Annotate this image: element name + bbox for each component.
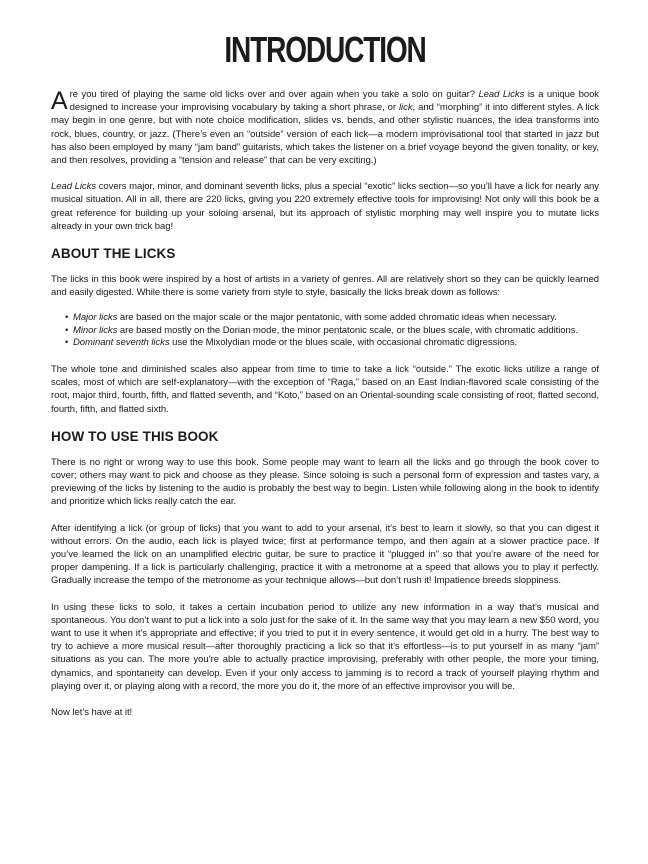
howto-paragraph-3: In using these licks to solo, it takes a certain incubation period to utilize any new information in a way that’s musical and spontaneous. You don’t want to put a lick into a solo just for the sake of it. In the same way that you may learn a new $50 word, you want to use it when it’s appropriate and effective; if you tried to put it in every sentence, it would get old in a hurry. The best way to try to achieve a more musical result—after thoroughly practicing a lick so that it’s effortless—is to put yourself in as many “jam” situations as you can. The more you’re able to actually practice improvising, preferably with other people, the more your timing, dynamics, and spontaneity can develop. Even if your only access to jamming is to record a track of yourself playing rhythm and playing over it, or playing along with a record, the more you do it, the more of an effective improvisor you will be. (51, 601, 599, 692)
page (51, 30, 599, 732)
intro-paragraph-1 (51, 88, 599, 167)
list-item (65, 312, 599, 325)
list-item-text: are based mostly on the Dorian mode, the minor pentatonic scale, or the blues scale, with chromatic additions. (117, 324, 579, 336)
list-item-term: Dominant seventh licks (73, 337, 170, 349)
list-item (65, 337, 599, 350)
section-heading-howto: HOW TO USE THIS BOOK (51, 428, 219, 444)
list-item-text: are based on the major scale or the major pentatonic, with some added chromatic ideas when necessary. (117, 312, 557, 324)
text-run: re you tired of playing the same old licks over and over again when you take a solo on guitar? (69, 89, 479, 100)
drop-cap: A (51, 87, 68, 115)
lick-types-list (51, 312, 599, 350)
intro-paragraph-2 (51, 180, 599, 233)
page-title: INTRODUCTION (224, 29, 426, 70)
text-run: is a unique book designed to increase your improvising vocabulary by taking a short phrase, or (69, 89, 600, 114)
howto-paragraph-2: After identifying a lick (or group of licks) that you want to add to your arsenal, it’s best to learn it slowly, so that you can digest it without errors. On the audio, each lick is played twice; first at performance tempo, and then again at a slower practice pace. If you’ve learned the lick on an unamplified electric guitar, be sure to practice it “plugged in” so that you’re aware of the need for proper dampening. If a lick is particularly challenging, practice it with a metronome at a speed that allows you to play it perfectly. Gradually increase the tempo of the metronome as your technique allows—but don’t rush it! Impatience breeds sloppiness. (51, 522, 599, 587)
about-paragraph-2: The whole tone and diminished scales also appear from time to time to take a lick “outside.” The exotic licks utilize a range of scales, most of which are self-explanatory—with the exception of “Raga,” based on an East Indian-flavored scale consisting of the root, major third, fourth, fifth, and flatted seventh, and “Koto,” based on an Oriental-sounding scale consisting of root, flatted second, fourth, fifth, and flatted sixth. (51, 363, 599, 415)
howto-paragraph-4: Now let’s have at it! (51, 707, 133, 718)
about-paragraph-1: The licks in this book were inspired by a host of artists in a variety of genres. All are relatively short so they can be quickly learned and easily digested. While there is some variety from style to style, basically the licks break down as follows: (51, 274, 599, 299)
text-run: , and “morphing” it into different styles. A lick may begin in one genre, but with note choice modification, slides vs. bends, and other stylistic nuances, the idea transforms into rock, blues, country, or jazz. (There’s even an “outside” version of each lick—a modern improvisational tool that started in jazz but has also been employed by many “jam band” guitarists, which takes the listener on a brief voyage beyond the given tonality, or key, and then resolves, providing a “tension and release” that can be very exciting.) (51, 102, 599, 167)
italic-term: lick (399, 102, 413, 114)
list-item-term: Minor licks (73, 324, 118, 336)
list-item-term: Major licks (73, 312, 118, 324)
text-run: covers major, minor, and dominant seventh licks, plus a special “exotic” licks section—so you’ll have a lick for nearly any musical situation. All in all, there are 220 licks, giving you 220 extremely effective tools for improvising! Not only will this book be a great reference for building up your soloing arsenal, but its approach of stylistic morphing may well inspire you to mutate licks already in your own trick bag! (51, 181, 599, 232)
section-heading-about: ABOUT THE LICKS (51, 246, 176, 262)
list-item (65, 325, 599, 338)
howto-paragraph-1: There is no right or wrong way to use this book. Some people may want to learn all the licks and go through the book cover to cover; others may want to pick and choose as they please. Since soloing is such a personal form of expression and tastes vary, a previewing of the licks by listening to the audio is probably the best way to begin. Listen while following along in the book to identify and prioritize which licks really catch the ear. (51, 456, 599, 508)
book-title-italic: Lead Licks (478, 89, 525, 100)
list-item-text: use the Mixolydian mode or the blues scale, with occasional chromatic digressions. (169, 337, 518, 349)
book-title-italic: Lead Licks (51, 181, 97, 193)
